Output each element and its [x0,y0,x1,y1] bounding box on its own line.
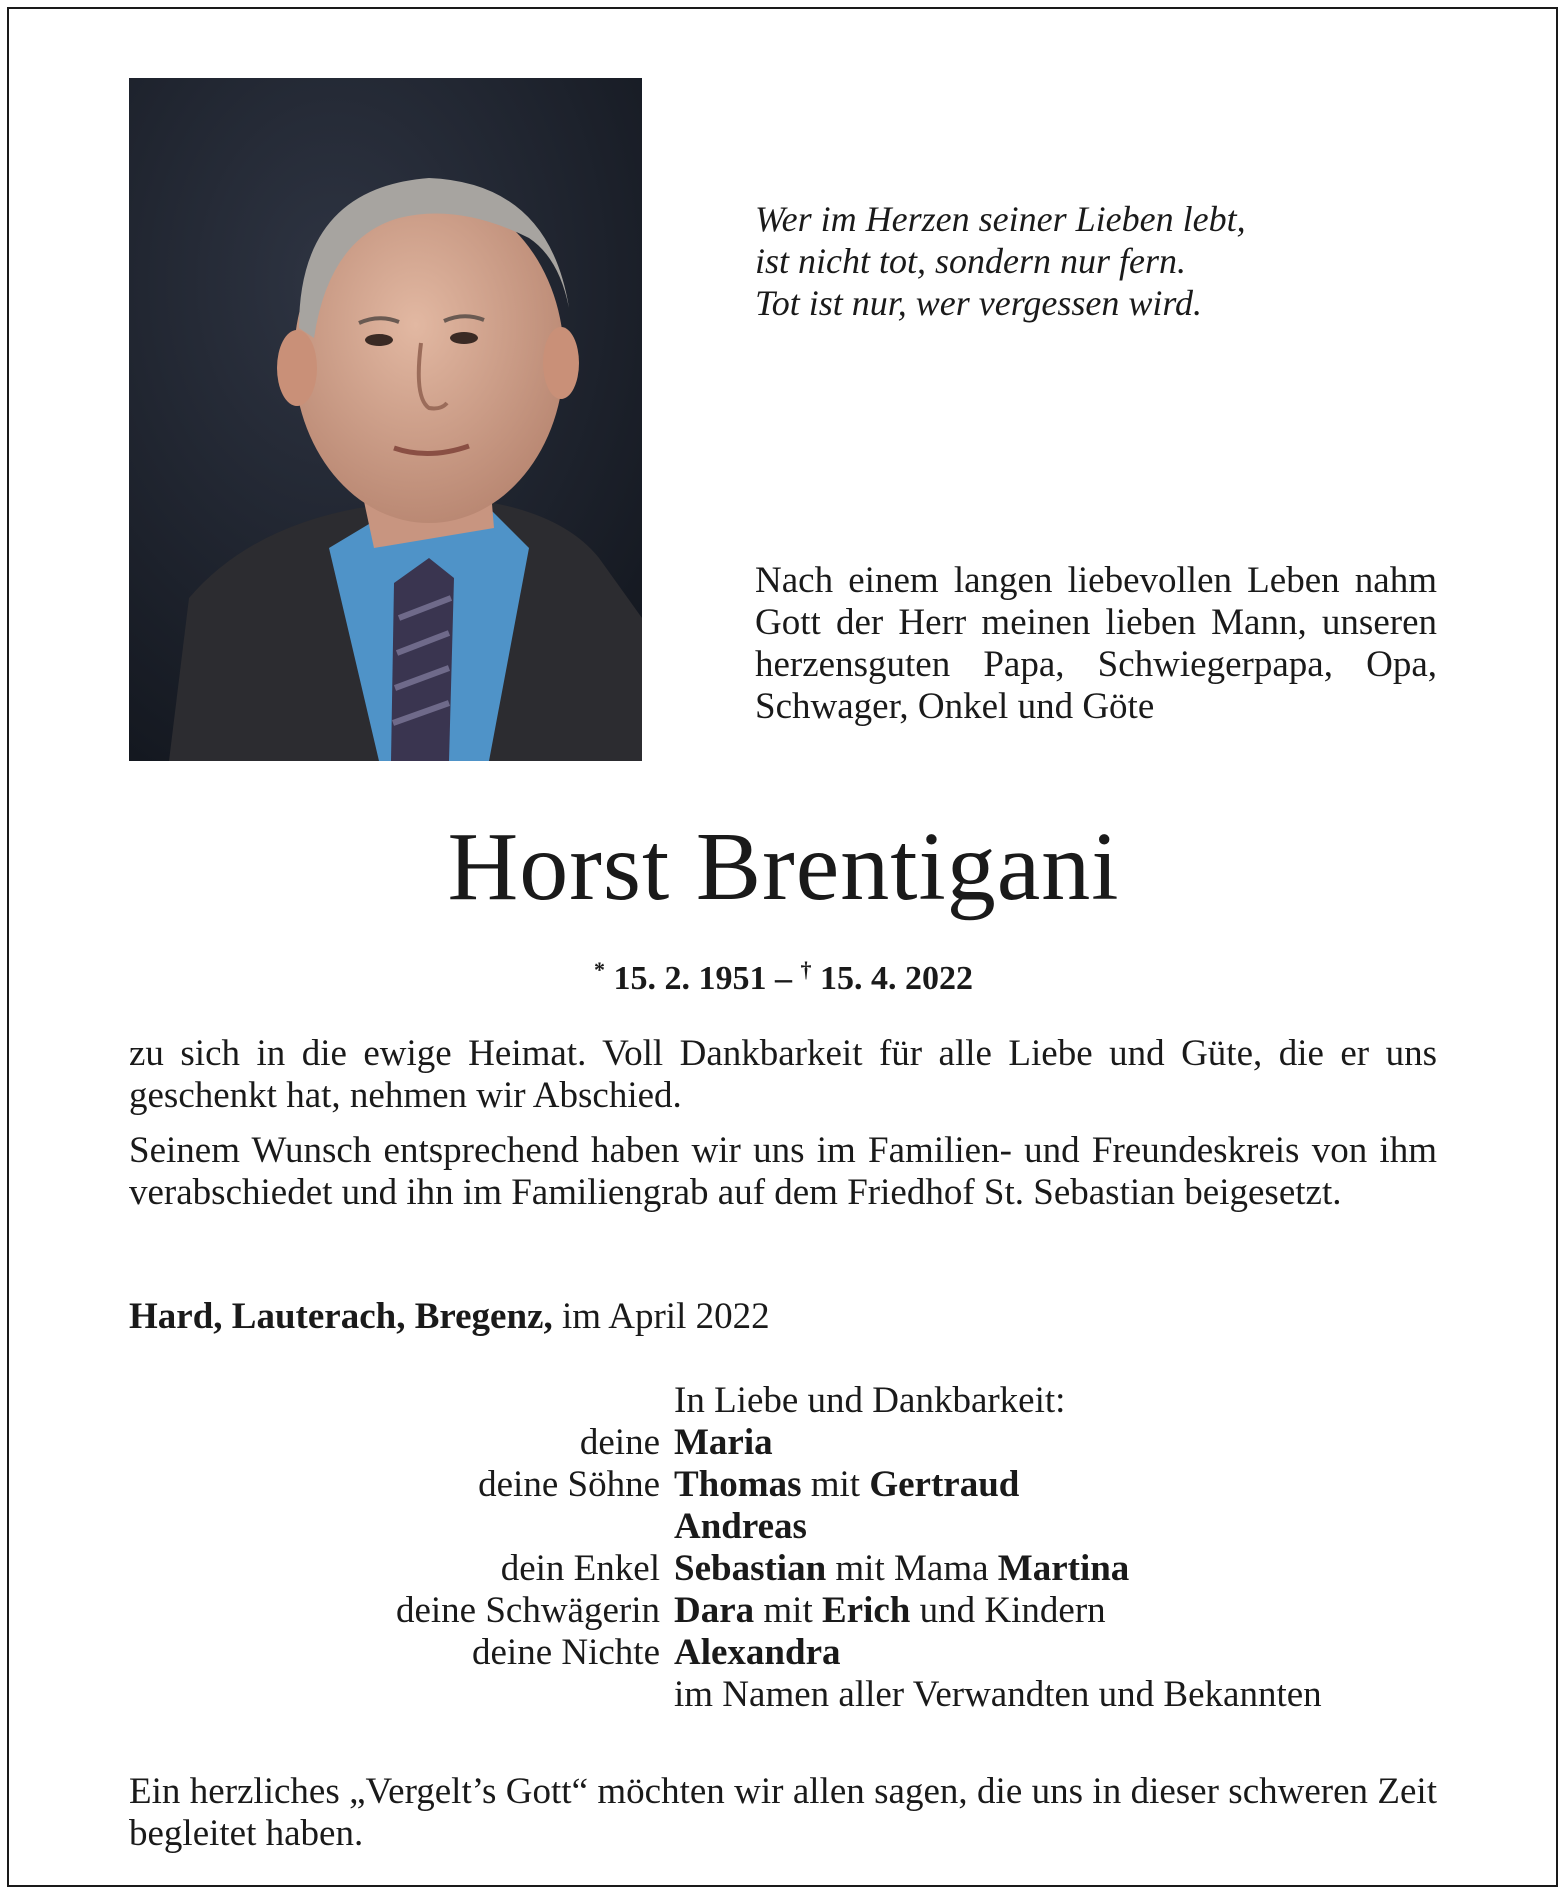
mourner-relation: deine Söhne [478,1464,660,1505]
quote-line: ist nicht tot, sondern nur fern. [755,241,1186,281]
mourner-name: Alexandra [674,1632,841,1673]
mourner-names [674,1506,807,1548]
mourner-name: Andreas [674,1506,807,1547]
date-separator: – [775,960,792,997]
birth-symbol: * [594,957,605,982]
place-date: im April 2022 [561,1296,770,1337]
death-symbol: † [800,957,812,982]
mourner-names [674,1464,1019,1506]
mourner-name: Erich [822,1590,911,1631]
mourners-heading-row [129,1380,1437,1422]
mourner-row [129,1548,1437,1590]
mourner-relation: dein Enkel [500,1548,660,1589]
mourner-names [674,1422,773,1464]
mourner-text: und Kindern [910,1590,1106,1631]
mourner-name: Thomas [674,1464,802,1505]
place-and-date [129,1296,770,1338]
mourner-names [674,1632,841,1674]
memorial-quote [755,198,1455,324]
mourner-names [674,1590,1106,1632]
mourner-text: mit [754,1590,822,1631]
quote-line: Tot ist nur, wer vergessen wird. [755,283,1203,323]
place-towns: Hard, Lauterach, Bregenz, [129,1296,553,1337]
birth-date: 15. 2. 1951 [613,960,767,997]
mourner-relation: deine Nichte [472,1632,660,1673]
mourner-row [129,1674,1437,1716]
portrait-photo [129,78,642,761]
mourner-name: Martina [997,1548,1130,1589]
mourner-text: mit Mama [826,1548,998,1589]
mourner-relation [129,1674,674,1716]
mourners-heading: In Liebe und Dankbarkeit: [674,1380,1066,1421]
mourner-relation: deine Schwägerin [395,1590,660,1631]
mourner-row [129,1632,1437,1674]
mourner-name: Maria [674,1422,773,1463]
mourner-row [129,1464,1437,1506]
burial-paragraph: Seinem Wunsch entsprechend haben wir uns im Familien- und Freundeskreis von ihm verabschiedet und ihn im Familiengrab auf dem Friedhof St. Sebastian beigesetzt. [129,1130,1437,1213]
mourner-name: Gertraud [869,1464,1020,1505]
thanks-text: Ein herzliches „Vergelt’s Gott“ möchten wir allen sagen, die uns in dieser schweren Zeit begleitet haben. [129,1771,1437,1854]
mourner-names [674,1674,1322,1716]
portrait-illustration [129,78,642,761]
mourner-text: im Namen aller Verwandten und Bekannten [674,1674,1322,1715]
mourner-name: Sebastian [674,1548,827,1589]
quote-line: Wer im Herzen seiner Lieben lebt, [755,199,1246,239]
mourner-row [129,1590,1437,1632]
intro-text: Nach einem langen liebevollen Leben nahm Gott der Herr meinen lieben Mann, unseren herzensguten Papa, Schwiegerpapa, Opa, Schwager, Onkel und Göte [755,560,1437,727]
mourner-relation [129,1506,674,1548]
mourner-row [129,1506,1437,1548]
mourner-name: Dara [674,1590,755,1631]
mourners-list [129,1380,1437,1716]
farewell-paragraph: zu sich in die ewige Heimat. Voll Dankbarkeit für alle Liebe und Güte, die er uns geschenkt hat, nehmen wir Abschied. [129,1033,1437,1116]
death-date: 15. 4. 2022 [820,960,973,997]
mourner-names [674,1548,1129,1590]
life-dates [0,950,1567,999]
mourner-relation: deine [579,1422,660,1463]
mourner-row [129,1422,1437,1464]
mourner-text: mit [801,1464,870,1505]
deceased-name: Horst Brentigani [447,813,1120,921]
